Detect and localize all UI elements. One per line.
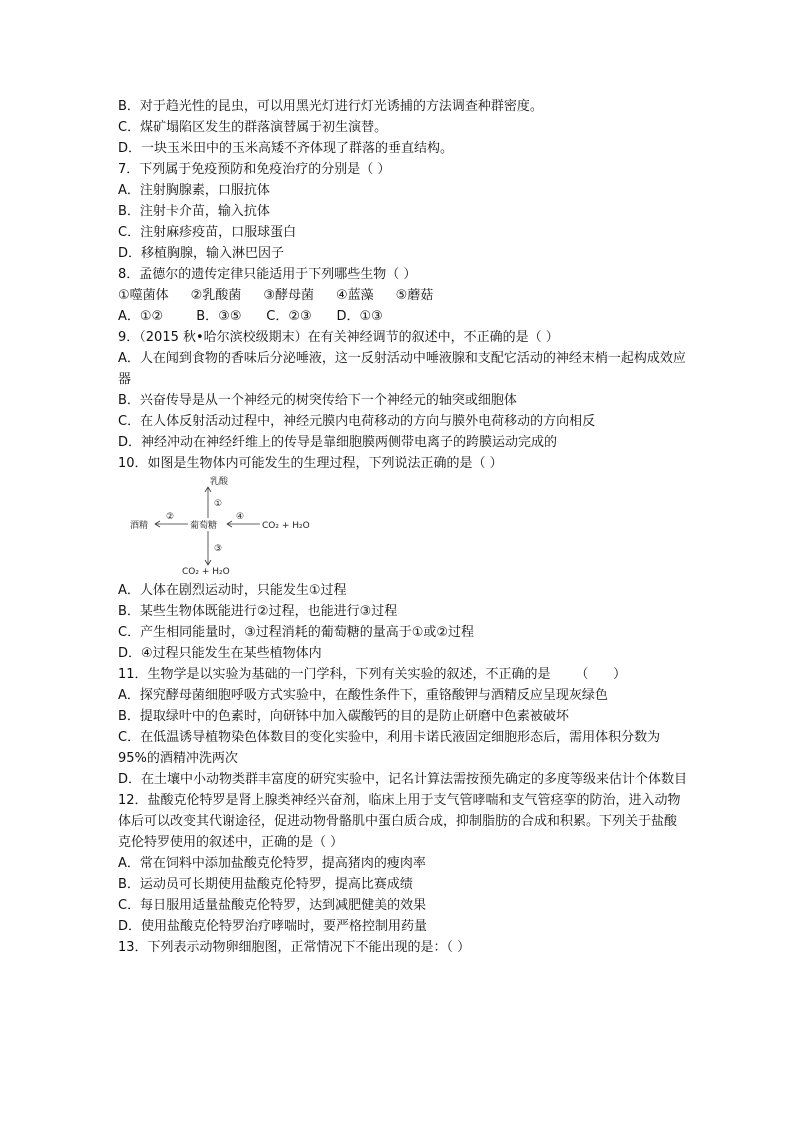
q9-option-a: A．人在闻到食物的香味后分泌唾液，这一反射活动中唾液腺和支配它活动的神经末梢一起构成效应器	[118, 351, 686, 387]
q13-stem: 13．下列表示动物卵细胞图，正常情况下不能出现的是：（ ）	[118, 940, 471, 955]
q11-option-d: D．在土壤中小动物类群丰富度的研究实验中，记名计算法需按预先确定的多度等级来估计个体数目	[118, 772, 688, 787]
diagram-n3: ③	[214, 544, 223, 554]
metabolism-diagram	[130, 474, 350, 580]
q11-option-b: B．提取绿叶中的色素时，向研钵中加入碳酸钙的目的是防止研磨中色素被破坏	[118, 709, 569, 724]
diagram-n2: ②	[166, 512, 175, 522]
diagram-bottom-label: CO₂ + H₂O	[182, 567, 230, 577]
q12-stem: 12．盐酸克伦特罗是肾上腺类神经兴奋剂，临床上用于支气管哮喘和支气管痉挛的防治，进入动物体后可以改变其代谢途径，促进动物骨骼肌中蛋白质合成，抑制脂肪的合成和积累。下列关于盐酸克伦特罗使用的叙述中，正确的是（ ）	[118, 793, 681, 850]
q11-option-a: A．探究酵母菌细胞呼吸方式实验中，在酸性条件下，重铬酸钾与酒精反应呈现灰绿色	[118, 688, 608, 703]
q11-option-c: C．在低温诱导植物染色体数目的变化实验中，利用卡诺氏液固定细胞形态后，需用体积分数为95%的酒精冲洗两次	[118, 730, 661, 766]
q9-option-c: C．在人体反射活动过程中，神经元膜内电荷移动的方向与膜外电荷移动的方向相反	[118, 414, 596, 429]
q7-stem: 7．下列属于免疫预防和免疫治疗的分别是（ ）	[118, 162, 391, 177]
q9-option-b: B．兴奋传导是从一个神经元的树突传给下一个神经元的轴突或细胞体	[118, 393, 517, 408]
diagram-n4: ④	[236, 512, 245, 522]
diagram-center-label: 葡萄糖	[190, 521, 218, 531]
q12-option-d: D．使用盐酸克伦特罗治疗哮喘时，要严格控制用药量	[118, 919, 428, 934]
q8-items	[118, 285, 688, 306]
q10-option-d: D．④过程只能发生在某些植物体内	[118, 646, 322, 661]
diagram-right-label: CO₂ + H₂O	[262, 521, 310, 531]
q7-option-c: C．注射麻疹疫苗，口服球蛋白	[118, 225, 297, 240]
exam-page	[118, 96, 688, 958]
q7-option-b: B．注射卡介苗，输入抗体	[118, 204, 270, 219]
q12-option-c: C．每日服用适量盐酸克伦特罗，达到减肥健美的效果	[118, 898, 427, 913]
diagram-n1: ①	[214, 499, 223, 509]
q12-option-a: A．常在饲料中添加盐酸克伦特罗，提高猪肉的瘦肉率	[118, 856, 426, 871]
q10-option-b: B．某些生物体既能进行②过程，也能进行③过程	[118, 604, 398, 619]
q8-item-4: ④蓝藻	[335, 288, 374, 303]
q7-option-a: A．注射胸腺素，口服抗体	[118, 183, 270, 198]
q9-option-d: D．神经冲动在神经纤维上的传导是靠细胞膜两侧带电离子的跨膜运动完成的	[118, 435, 558, 450]
q8-item-3: ③酵母菌	[263, 288, 314, 303]
q10-option-a: A．人体在剧烈运动时，只能发生①过程	[118, 583, 347, 598]
q7-option-d: D．移植胸腺，输入淋巴因子	[118, 246, 285, 261]
q12-option-b: B．运动员可长期使用盐酸克伦特罗，提高比赛成绩	[118, 877, 413, 892]
q10-stem: 10．如图是生物体内可能发生的生理过程，下列说法正确的是（ ）	[118, 456, 503, 471]
metabolism-diagram-svg	[130, 474, 350, 580]
q8-stem: 8．孟德尔的遗传定律只能适用于下列哪些生物（ ）	[118, 267, 417, 282]
q8-item-2: ②乳酸菌	[190, 288, 242, 303]
prev-option-c: C．煤矿塌陷区发生的群落演替属于初生演替。	[118, 120, 388, 135]
q10-option-c: C．产生相同能量时，③过程消耗的葡萄糖的量高于①或②过程	[118, 625, 475, 640]
q8-choices: A．①② B．③⑤ C．②③ D．①③	[118, 309, 383, 324]
q9-stem: 9．（2015 秋•哈尔滨校级期末）在有关神经调节的叙述中，不正确的是（ ）	[118, 330, 559, 345]
diagram-left-label: 酒精	[130, 521, 149, 531]
prev-option-d: D．一块玉米田中的玉米高矮不齐体现了群落的垂直结构。	[118, 141, 454, 156]
q8-item-5: ⑤蘑菇	[395, 288, 434, 303]
q8-item-1: ①噬菌体	[118, 288, 169, 303]
q11-stem: 11．生物学是以实验为基础的一门学科，下列有关实验的叙述，不正确的是 （ ）	[118, 667, 627, 682]
diagram-top-label: 乳酸	[210, 477, 229, 487]
prev-option-b: B．对于趋光性的昆虫，可以用黑光灯进行灯光诱捕的方法调查种群密度。	[118, 99, 543, 114]
